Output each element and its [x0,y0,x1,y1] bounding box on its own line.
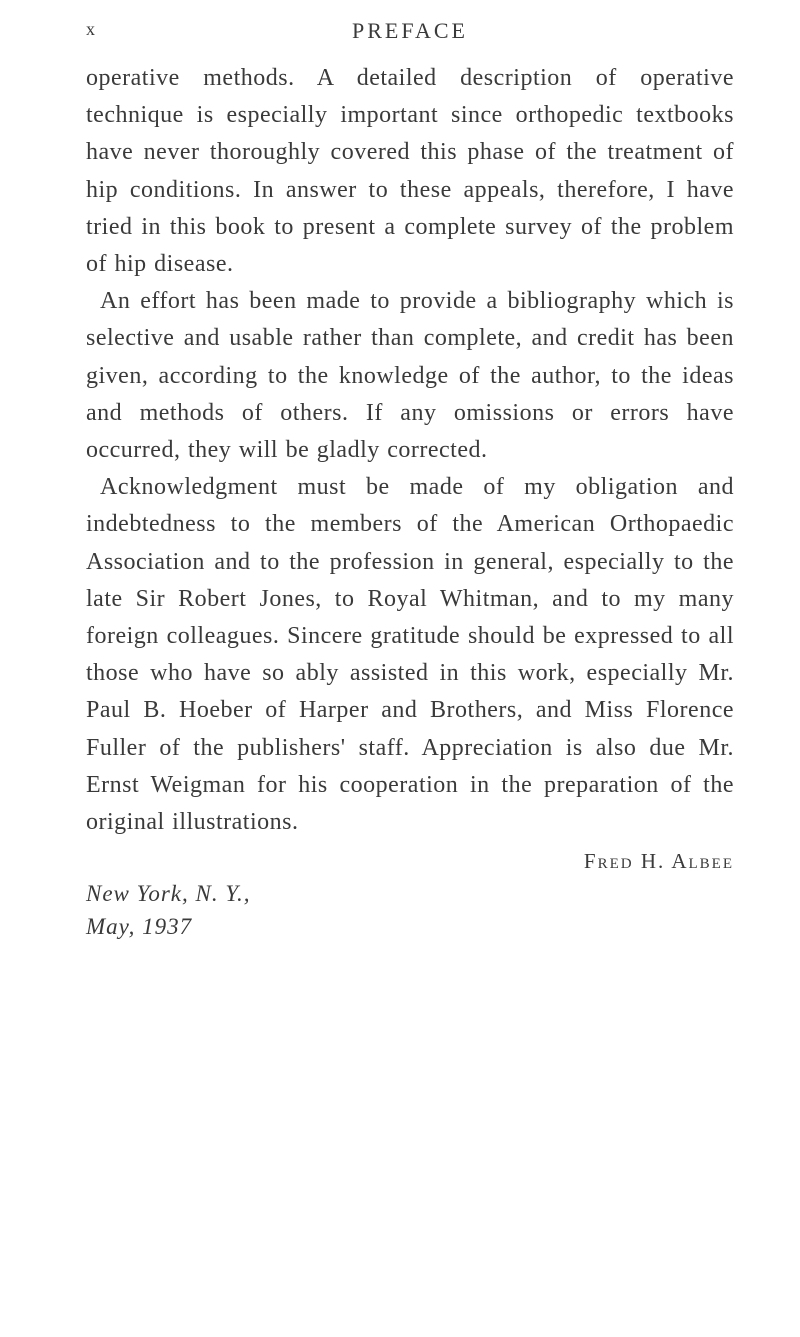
paragraph-3: Acknowledgment must be made of my obligation and indebtedness to the members of the American Orthopaedic Association and to the profession in general, especially to the late Sir Robert Jones, to Royal Whitman, and to my many foreign colleagues. Sincere gratitude should be expressed to all those who have so ably assisted in this work, especially Mr. Paul B. Hoeber of Harper and Brothers, and Miss Florence Fuller of the publishers' staff. Appreciation is also due Mr. Ernst Weigman for his cooperation in the preparation of the original illustrations. [86,474,734,836]
document-page [86,0,734,943]
paragraph-2: An effort has been made to provide a bibliography which is selective and usable rather than complete, and credit has been given, according to the knowledge of the author, to the ideas and methods of others. If any omissions or errors have occurred, they will be gladly corrected. [86,288,734,464]
preface-body [86,60,734,841]
running-head: PREFACE [352,18,468,43]
page-number: x [86,19,96,39]
paragraph-1: operative methods. A detailed description of operative technique is especially important since orthopedic textbooks have never thoroughly covered this phase of the treatment of hip conditions. In answer to these appeals, therefore, I have tried in this book to present a complete survey of the problem of hip disease. [86,65,734,278]
date-line: May, 1937 [86,914,193,940]
place-line: New York, N. Y., [86,881,251,907]
page-header [86,0,734,60]
place-date [86,877,734,943]
author-signature: Fred H. Albee [583,849,734,874]
